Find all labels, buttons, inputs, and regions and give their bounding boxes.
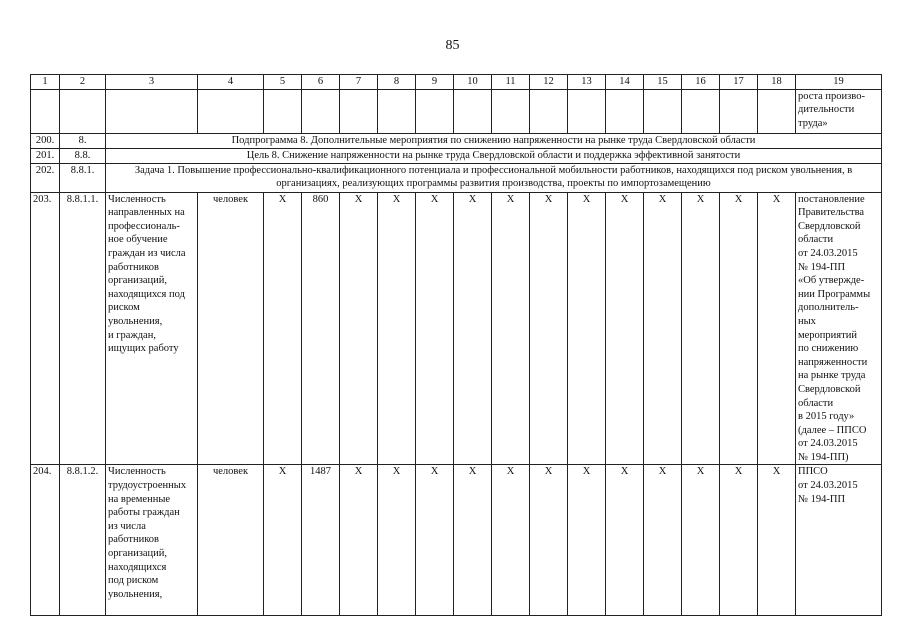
column-number: 12: [530, 75, 568, 90]
value-cell: Х: [378, 192, 416, 465]
value-cell: Х: [568, 192, 606, 465]
row-number: 204.: [31, 465, 60, 616]
row-number: 200.: [31, 133, 60, 148]
row-number: 201.: [31, 148, 60, 163]
value-cell: 1487: [302, 465, 340, 616]
table-row-204: [31, 465, 882, 616]
column-number: 19: [796, 75, 882, 90]
column-number: 4: [198, 75, 264, 90]
continuation-source-text: роста произво- дительности труда»: [796, 89, 882, 133]
value-cell: Х: [454, 465, 492, 616]
value-cell: Х: [492, 192, 530, 465]
value-cell: Х: [568, 465, 606, 616]
value-cell: Х: [416, 465, 454, 616]
table-row-200: [31, 133, 882, 148]
value-cell: Х: [758, 465, 796, 616]
value-cell: Х: [530, 465, 568, 616]
row-number: 203.: [31, 192, 60, 465]
value-cell: Х: [454, 192, 492, 465]
source-document: постановление Правительства Свердловской области от 24.03.2015 № 194-ПП «Об утвержде- нии Программы дополнитель- ных мероприятий по снижению напряженности на рынке труда Свердловской области в 2015 году» (далее – ППСО от 24.03.2015 № 194-ПП): [796, 192, 882, 465]
column-number: 13: [568, 75, 606, 90]
row-code: 8.8.: [60, 148, 106, 163]
value-cell: Х: [340, 192, 378, 465]
column-number: 15: [644, 75, 682, 90]
column-number: 14: [606, 75, 644, 90]
value-cell: Х: [758, 192, 796, 465]
column-number: 2: [60, 75, 106, 90]
indicator-name: Численность трудоустроенных на временные работы граждан из числа работников организаций, находящихся под риском увольнения,: [106, 465, 198, 616]
value-cell: 860: [302, 192, 340, 465]
row-number: 202.: [31, 163, 60, 192]
column-number: 9: [416, 75, 454, 90]
value-cell: Х: [340, 465, 378, 616]
column-number: 7: [340, 75, 378, 90]
indicator-name: Численность направленных на профессиональ- ное обучение граждан из числа работников организаций, находящихся под риском увольнения, и граждан, ищущих работу: [106, 192, 198, 465]
column-number: 11: [492, 75, 530, 90]
value-cell: Х: [720, 465, 758, 616]
goal-title: Цель 8. Снижение напряженности на рынке труда Свердловской области и поддержка эффективной занятости: [106, 148, 882, 163]
column-number: 8: [378, 75, 416, 90]
subprogram-title: Подпрограмма 8. Дополнительные мероприятия по снижению напряженности на рынке труда Свердловской области: [106, 133, 882, 148]
source-document: ППСО от 24.03.2015 № 194-ПП: [796, 465, 882, 616]
value-cell: Х: [378, 465, 416, 616]
unit-cell: человек: [198, 465, 264, 616]
column-number: 17: [720, 75, 758, 90]
row-code: 8.8.1.: [60, 163, 106, 192]
continuation-row: [31, 89, 882, 133]
table-row-202: [31, 163, 882, 192]
value-cell: Х: [530, 192, 568, 465]
value-cell: Х: [264, 192, 302, 465]
value-cell: Х: [720, 192, 758, 465]
row-code: 8.8.1.2.: [60, 465, 106, 616]
value-cell: Х: [682, 465, 720, 616]
value-cell: Х: [644, 465, 682, 616]
value-cell: Х: [492, 465, 530, 616]
row-code: 8.: [60, 133, 106, 148]
value-cell: Х: [682, 192, 720, 465]
task-title: Задача 1. Повышение профессионально-квалификационного потенциала и профессиональной мобильности работников, находящихся под риском увольнения, в организациях, реализующих программы развития производства, проекты по импортозамещению: [106, 163, 882, 192]
column-number: 3: [106, 75, 198, 90]
value-cell: Х: [416, 192, 454, 465]
indicators-table: [30, 74, 882, 616]
value-cell: Х: [606, 465, 644, 616]
column-number-row: [31, 75, 882, 90]
value-cell: Х: [606, 192, 644, 465]
column-number: 16: [682, 75, 720, 90]
column-number: 6: [302, 75, 340, 90]
column-number: 5: [264, 75, 302, 90]
column-number: 10: [454, 75, 492, 90]
value-cell: Х: [264, 465, 302, 616]
table-row-203: [31, 192, 882, 465]
column-number: 18: [758, 75, 796, 90]
page-number: 85: [445, 38, 460, 53]
row-code: 8.8.1.1.: [60, 192, 106, 465]
column-number: 1: [31, 75, 60, 90]
value-cell: Х: [644, 192, 682, 465]
table-row-201: [31, 148, 882, 163]
unit-cell: человек: [198, 192, 264, 465]
